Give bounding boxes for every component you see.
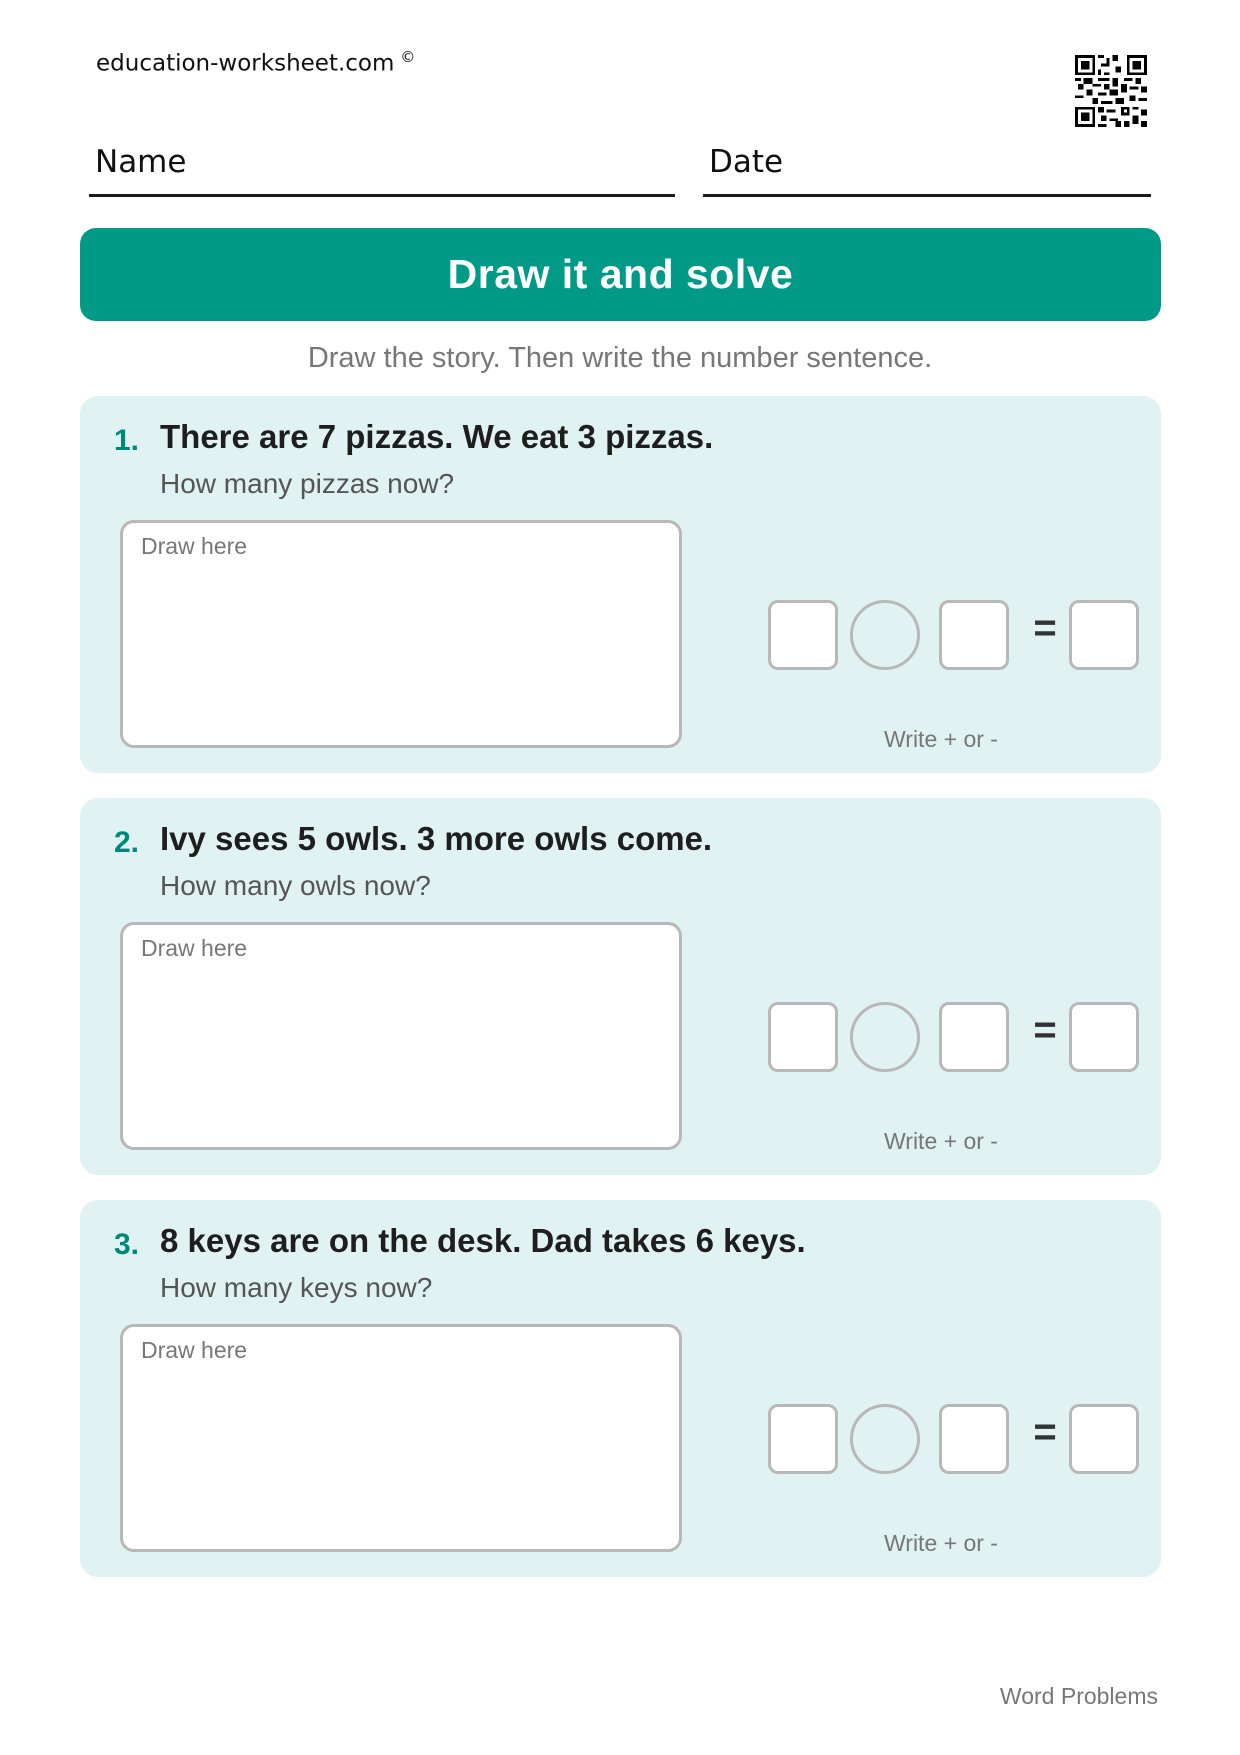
second-number-box[interactable]: [939, 1404, 1009, 1474]
draw-area[interactable]: [120, 520, 682, 748]
problem-number: 2.: [114, 826, 140, 859]
page-title: Draw it and solve: [80, 228, 1161, 321]
answer-box[interactable]: [1069, 600, 1139, 670]
first-number-box[interactable]: [768, 600, 838, 670]
draw-label: Draw here: [141, 533, 248, 559]
problem-story: There are 7 pizzas. We eat 3 pizzas.: [160, 418, 714, 455]
problem-number: 3.: [114, 1228, 140, 1261]
second-number-box[interactable]: [939, 600, 1009, 670]
problem-question: How many pizzas now?: [160, 468, 455, 499]
operator-hint: Write + or -: [884, 1530, 998, 1556]
problem-number: 1.: [114, 424, 140, 457]
instructions: Draw the story. Then write the number sentence.: [307, 342, 933, 374]
problem-card: [80, 798, 1161, 1175]
draw-label: Draw here: [141, 1337, 248, 1363]
second-number-box[interactable]: [939, 1002, 1009, 1072]
draw-area[interactable]: [120, 922, 682, 1150]
first-number-box[interactable]: [768, 1404, 838, 1474]
name-field[interactable]: [89, 140, 675, 197]
site-name: [96, 48, 415, 77]
date-label: Date: [709, 144, 784, 180]
footer-label: Word Problems: [999, 1683, 1158, 1709]
first-number-box[interactable]: [768, 1002, 838, 1072]
problem-story: 8 keys are on the desk. Dad takes 6 keys.: [160, 1222, 806, 1259]
date-field[interactable]: [703, 140, 1151, 197]
answer-box[interactable]: [1069, 1002, 1139, 1072]
site-name-text: education-worksheet.com: [96, 50, 395, 77]
equals-sign: =: [1033, 1410, 1057, 1454]
problem-story: Ivy sees 5 owls. 3 more owls come.: [160, 820, 713, 857]
problem-question: How many keys now?: [160, 1272, 433, 1303]
operator-circle[interactable]: [850, 600, 920, 670]
operator-hint: Write + or -: [884, 1128, 998, 1154]
problem-card: [80, 396, 1161, 773]
equals-sign: =: [1033, 606, 1057, 650]
operator-circle[interactable]: [850, 1404, 920, 1474]
draw-area[interactable]: [120, 1324, 682, 1552]
operator-circle[interactable]: [850, 1002, 920, 1072]
name-label: Name: [95, 144, 187, 180]
draw-label: Draw here: [141, 935, 248, 961]
qr-code-icon: [1075, 55, 1147, 127]
answer-box[interactable]: [1069, 1404, 1139, 1474]
problem-card: [80, 1200, 1161, 1577]
equals-sign: =: [1033, 1008, 1057, 1052]
copyright-symbol: ©: [400, 48, 416, 66]
operator-hint: Write + or -: [884, 726, 998, 752]
problem-question: How many owls now?: [160, 870, 431, 901]
